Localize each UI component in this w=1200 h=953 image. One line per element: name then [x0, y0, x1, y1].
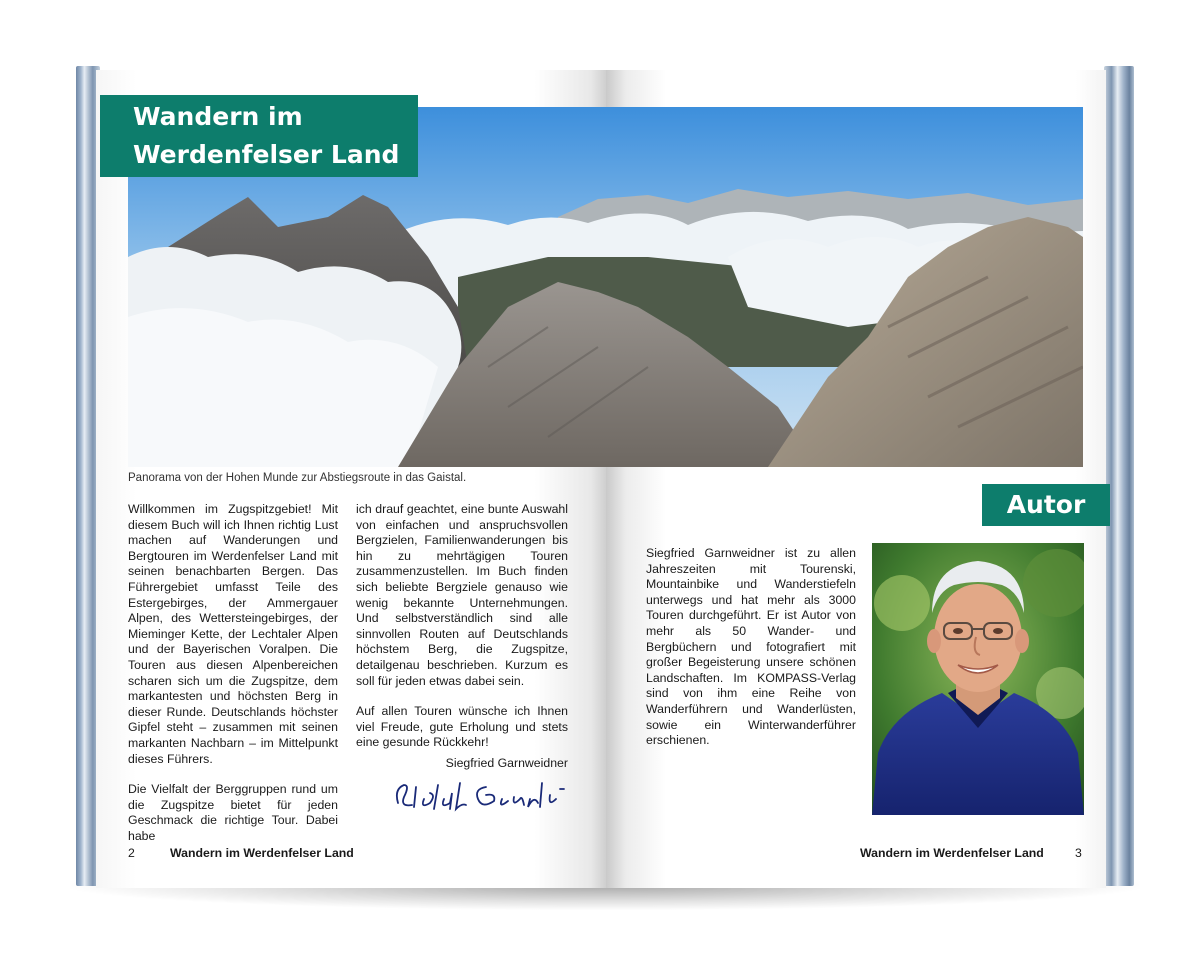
chapter-title-line1: Wandern im: [133, 102, 303, 131]
page-number-right: 3: [1075, 846, 1082, 860]
photo-caption: Panorama von der Hohen Munde zur Abstiegsroute in das Gaistal.: [128, 472, 467, 484]
intro-column-2: [356, 502, 568, 766]
intro-column-1: [128, 502, 338, 859]
chapter-title-box: [100, 95, 418, 177]
page-number-left: 2: [128, 846, 135, 860]
book-cover-edge-right: [1104, 66, 1134, 886]
author-portrait-photo: [872, 543, 1084, 815]
author-bio-column: [646, 546, 856, 764]
footer-title-right: Wandern im Werdenfelser Land: [860, 846, 1044, 860]
intro-paragraph-3: ich drauf geachtet, eine bunte Auswahl von einfachen und anspruchsvollen Bergzielen, Familienwanderungen bis hin zu mehrtägigen Touren zusammenzustellen. Im Buch finden sich beliebte Bergziele genauso wie wenig bekannte Unternehmungen. Und selbstverständlich sind alle sinnvollen Routen auf Deutschlands höchstem Berg, die Zugspitze, detailgenau beschrieben. Kurzum es soll für jeden etwas dabei sein.: [356, 502, 568, 688]
author-bio: Siegfried Garnweidner ist zu allen Jahreszeiten mit Tourenski, Mountainbike und Wanderstiefeln unterwegs und hat mehr als 3000 Touren durchgeführt. Er ist Autor von mehr als 50 Wander- und Bergbüchern und fotografiert mit großer Begeisterung unsere schönen Landschaften. Im KOMPASS-Verlag sind von ihm eine Reihe von Wanderführern und Wanderlüsten, sowie ein Winterwanderführer erschienen.: [646, 546, 856, 748]
intro-paragraph-2: Die Vielfalt der Berggruppen rund um die Zugspitze bietet für jeden Geschmack die richtige Tour. Dabei habe: [128, 782, 338, 843]
handwritten-signature: [390, 775, 570, 820]
footer-title-left: Wandern im Werdenfelser Land: [170, 846, 354, 860]
author-name-sign: Siegfried Garnweidner: [445, 756, 568, 770]
chapter-title-line2: Werdenfelser Land: [133, 140, 400, 169]
intro-paragraph-1: Willkommen im Zugspitzgebiet! Mit diesem Buch will ich Ihnen richtig Lust machen auf Wanderungen und Bergtouren im Werdenfelser Land mit seinen benachbarten Bergen. Das Führergebiet umfasst Teile des Estergebirges, der Ammergauer Alpen, des Wettersteingebirges, der Mieminger Kette, der Lechtaler Alpen und der Bayerischen Voralpen. Die Touren aus diesen Alpenbereichen scharen sich um die Zugspitze, dem markantesten und höchsten Berg in dieser Runde. Deutschlands höchster Gipfel steht – zusammen mit seinen markanten Nachbarn – im Mittelpunkt dieses Führers.: [128, 502, 338, 766]
intro-paragraph-4: Auf allen Touren wünsche ich Ihnen viel Freude, gute Erholung und stets eine gesunde Rückkehr!: [356, 704, 568, 750]
author-section-title: Autor: [982, 484, 1110, 526]
